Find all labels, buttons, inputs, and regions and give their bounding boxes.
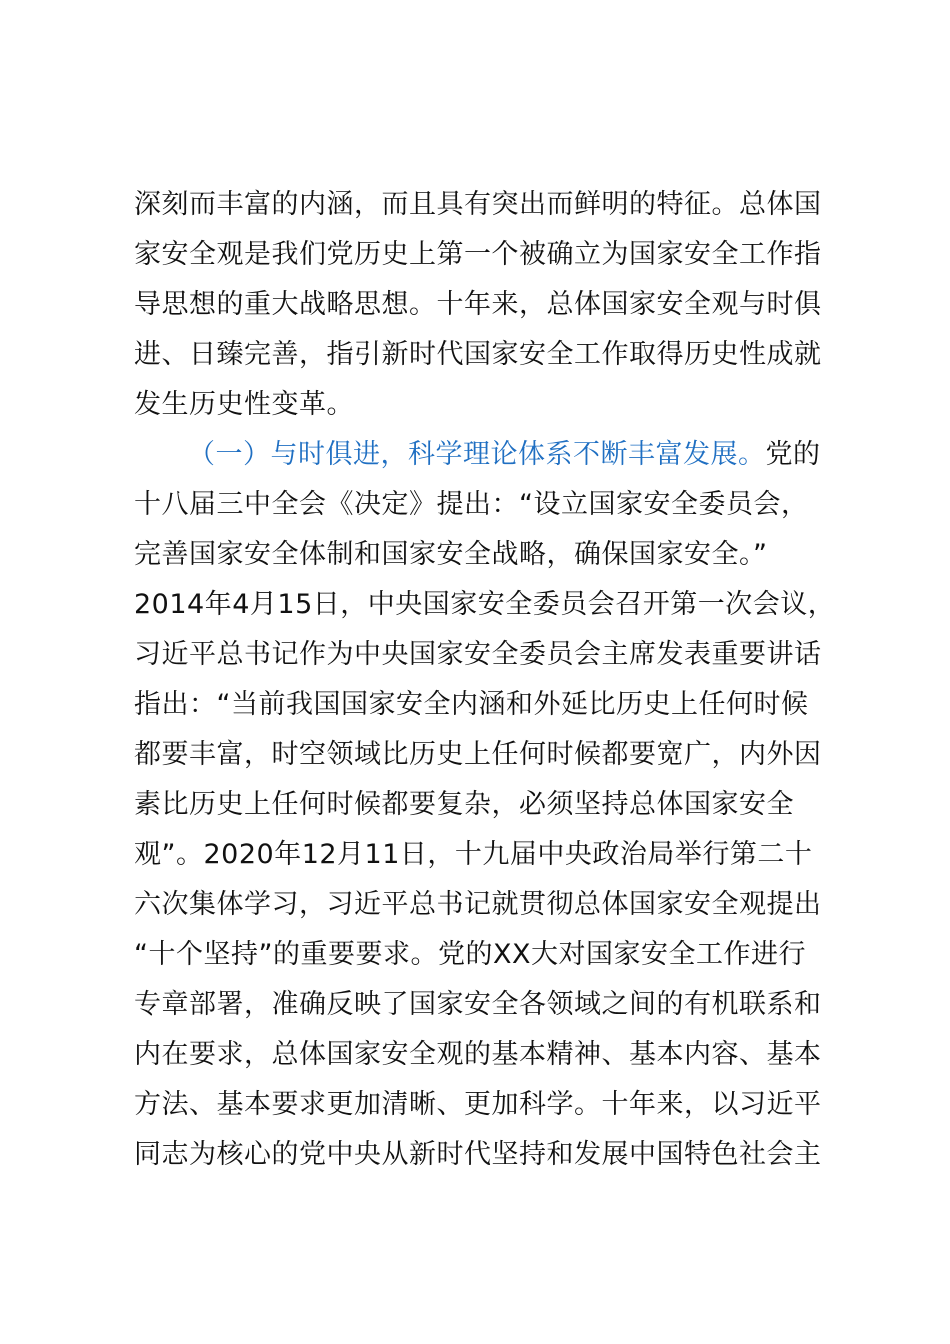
paragraph-line: 2014年4月15日，中央国家安全委员会召开第一次会议， [134, 589, 836, 620]
paragraph-line: 导思想的重大战略思想。十年来，总体国家安全观与时俱 [134, 289, 822, 320]
paragraph-line: 六次集体学习，习近平总书记就贯彻总体国家安全观提出 [134, 889, 822, 920]
section-first-line-rest: 党的 [765, 439, 821, 470]
paragraph-line: 习近平总书记作为中央国家安全委员会主席发表重要讲话 [134, 639, 822, 670]
paragraph-line: 指出：“当前我国国家安全内涵和外延比历史上任何时候 [134, 689, 809, 720]
paragraph-line: 观”。2020年12月11日，十九届中央政治局举行第二十 [134, 839, 813, 870]
paragraph-line: 专章部署，准确反映了国家安全各领域之间的有机联系和 [134, 989, 822, 1020]
paragraph-line: 同志为核心的党中央从新时代坚持和发展中国特色社会主 [134, 1139, 822, 1170]
paragraph-line: 发生历史性变革。 [134, 389, 354, 420]
paragraph-line: 内在要求，总体国家安全观的基本精神、基本内容、基本 [134, 1039, 822, 1070]
paragraph-line: “十个坚持”的重要要求。党的XX大对国家安全工作进行 [134, 939, 806, 970]
body-text [134, 180, 854, 1180]
paragraph-line: 家安全观是我们党历史上第一个被确立为国家安全工作指 [134, 239, 822, 270]
paragraph-line: 十八届三中全会《决定》提出：“设立国家安全委员会， [134, 489, 809, 520]
section-first-line [134, 430, 854, 480]
section-heading: （一）与时俱进，科学理论体系不断丰富发展。 [188, 439, 766, 470]
paragraph-line: 都要丰富，时空领域比历史上任何时候都要宽广，内外因 [134, 739, 822, 770]
paragraph-line: 完善国家安全体制和国家安全战略，确保国家安全。” [134, 539, 768, 570]
paragraph-line: 素比历史上任何时候都要复杂，必须坚持总体国家安全 [134, 789, 794, 820]
paragraph-line: 方法、基本要求更加清晰、更加科学。十年来，以习近平 [134, 1089, 822, 1120]
paragraph-line: 进、日臻完善，指引新时代国家安全工作取得历史性成就 [134, 339, 822, 370]
paragraph-line: 深刻而丰富的内涵，而且具有突出而鲜明的特征。总体国 [134, 189, 822, 220]
